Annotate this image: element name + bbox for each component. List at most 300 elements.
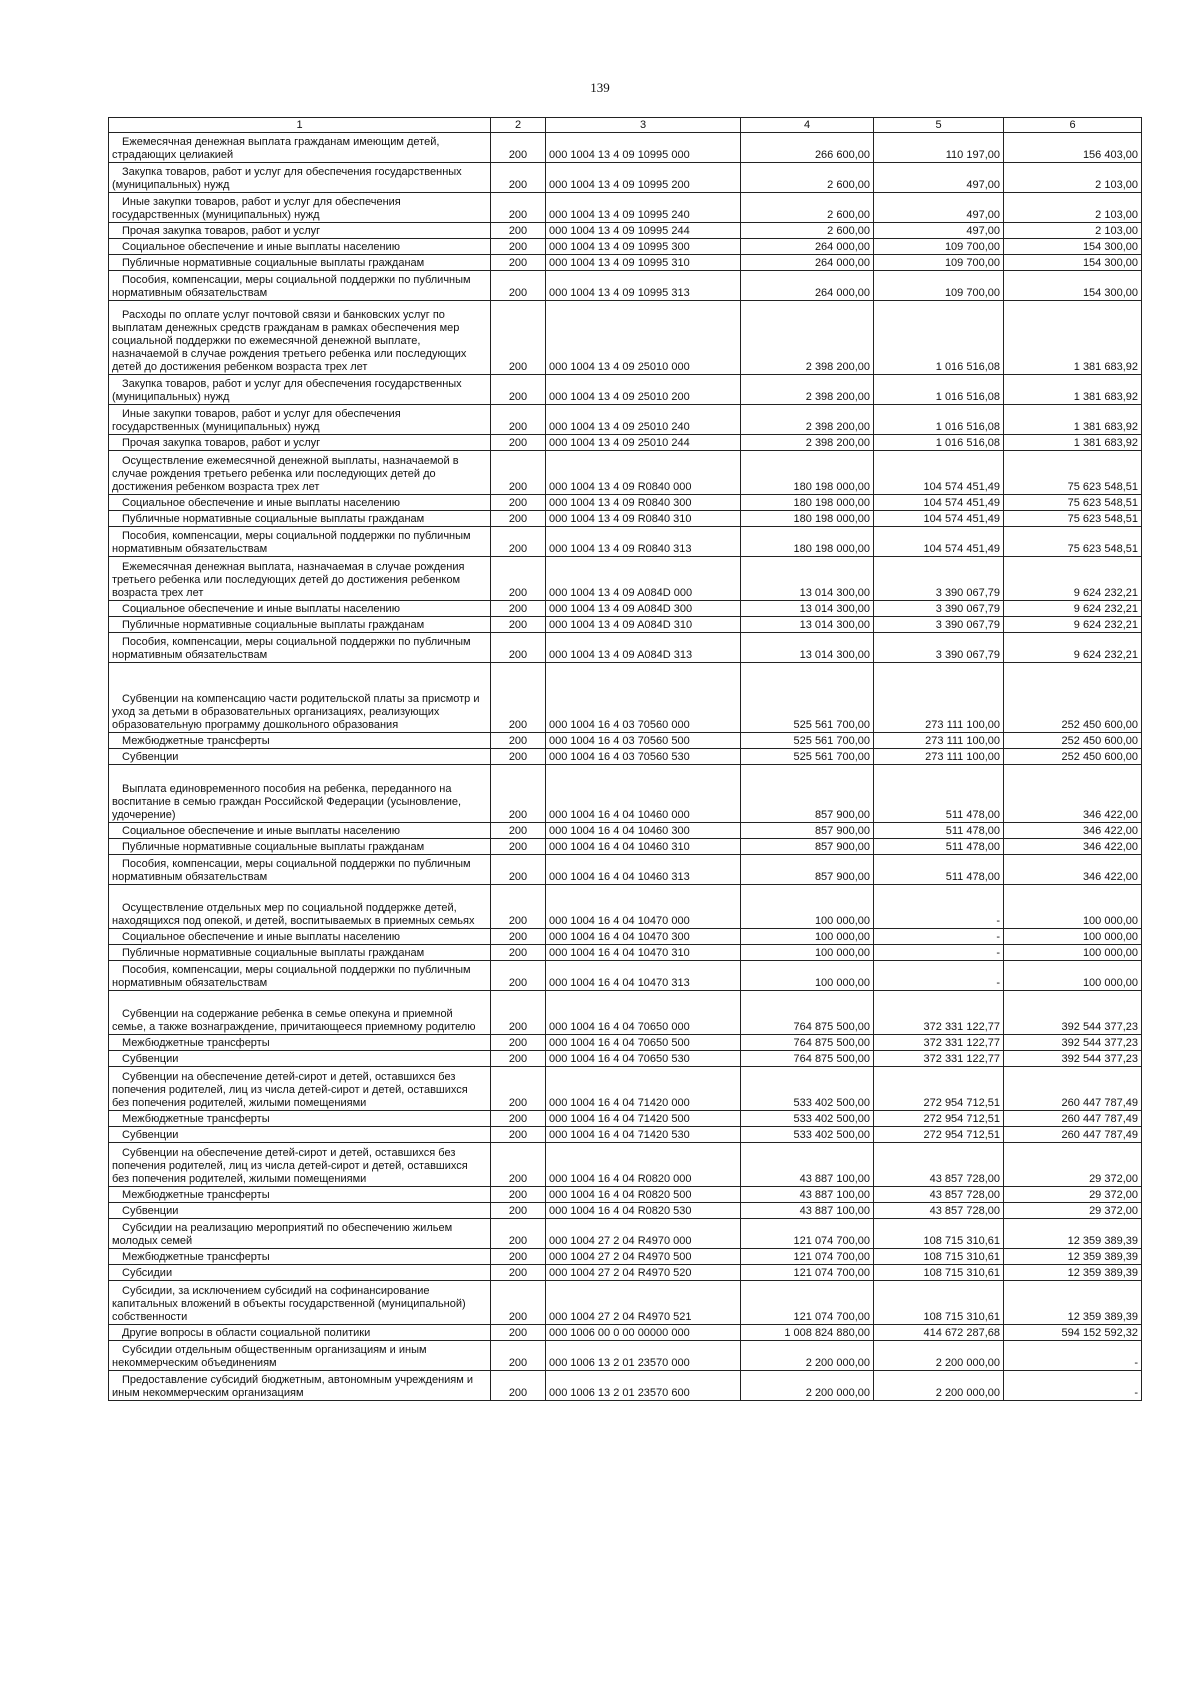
row-approved-cell: 180 198 000,00	[741, 451, 874, 495]
header-row	[109, 118, 1142, 133]
row-budget-code-cell: 000 1004 13 4 09 A084D 000	[546, 557, 741, 601]
row-budget-code-cell: 000 1004 13 4 09 A084D 300	[546, 601, 741, 617]
row-admin-code-cell: 200	[491, 1187, 546, 1203]
row-budget-code-cell: 000 1004 16 4 04 10460 300	[546, 823, 741, 839]
table-row	[109, 749, 1142, 765]
row-admin-code-cell: 200	[491, 1127, 546, 1143]
row-unexecuted-cell: 75 623 548,51	[1004, 511, 1142, 527]
row-budget-code-cell: 000 1004 13 4 09 R0840 313	[546, 527, 741, 557]
row-admin-code-cell: 200	[491, 405, 546, 435]
row-admin-code-cell: 200	[491, 223, 546, 239]
row-unexecuted-cell: 346 422,00	[1004, 823, 1142, 839]
table-row	[109, 375, 1142, 405]
row-executed-cell: 497,00	[874, 163, 1004, 193]
row-executed-cell: 108 715 310,61	[874, 1265, 1004, 1281]
row-budget-code-cell: 000 1004 13 4 09 A084D 313	[546, 633, 741, 663]
row-unexecuted-cell: 1 381 683,92	[1004, 405, 1142, 435]
row-name-cell: Межбюджетные трансферты	[109, 1035, 491, 1051]
row-name-cell: Публичные нормативные социальные выплаты гражданам	[109, 617, 491, 633]
header-col-name: 1	[109, 118, 491, 133]
row-executed-cell: 372 331 122,77	[874, 1051, 1004, 1067]
table-row	[109, 617, 1142, 633]
row-unexecuted-cell: 2 103,00	[1004, 163, 1142, 193]
row-approved-cell: 857 900,00	[741, 823, 874, 839]
row-admin-code-cell: 200	[491, 1219, 546, 1249]
row-name-cell: Социальное обеспечение и иные выплаты населению	[109, 929, 491, 945]
row-budget-code-cell: 000 1004 13 4 09 R0840 300	[546, 495, 741, 511]
row-budget-code-cell: 000 1004 16 4 03 70560 500	[546, 733, 741, 749]
row-executed-cell: 273 111 100,00	[874, 749, 1004, 765]
row-executed-cell: 511 478,00	[874, 839, 1004, 855]
row-unexecuted-cell: 156 403,00	[1004, 133, 1142, 163]
row-unexecuted-cell: 392 544 377,23	[1004, 1035, 1142, 1051]
row-unexecuted-cell: 75 623 548,51	[1004, 451, 1142, 495]
row-name-cell: Субвенции на содержание ребенка в семье опекуна и приемной семье, а также вознаграждение, причитающееся приемному родителю	[109, 991, 491, 1035]
row-unexecuted-cell: 75 623 548,51	[1004, 495, 1142, 511]
row-approved-cell: 180 198 000,00	[741, 495, 874, 511]
row-admin-code-cell: 200	[491, 239, 546, 255]
row-approved-cell: 264 000,00	[741, 271, 874, 301]
row-name-cell: Межбюджетные трансферты	[109, 1249, 491, 1265]
row-budget-code-cell: 000 1004 16 4 04 71420 530	[546, 1127, 741, 1143]
row-name-cell: Закупка товаров, работ и услуг для обеспечения государственных (муниципальных) нужд	[109, 163, 491, 193]
row-unexecuted-cell: 154 300,00	[1004, 255, 1142, 271]
row-name-cell: Публичные нормативные социальные выплаты гражданам	[109, 839, 491, 855]
table-row	[109, 663, 1142, 733]
row-budget-code-cell: 000 1004 16 4 04 10460 000	[546, 765, 741, 823]
row-unexecuted-cell: 392 544 377,23	[1004, 991, 1142, 1035]
row-approved-cell: 1 008 824 880,00	[741, 1325, 874, 1341]
row-unexecuted-cell: 75 623 548,51	[1004, 527, 1142, 557]
row-executed-cell: 272 954 712,51	[874, 1127, 1004, 1143]
row-admin-code-cell: 200	[491, 451, 546, 495]
row-approved-cell: 13 014 300,00	[741, 601, 874, 617]
row-approved-cell: 100 000,00	[741, 885, 874, 929]
table-row	[109, 1187, 1142, 1203]
row-executed-cell: 2 200 000,00	[874, 1341, 1004, 1371]
row-executed-cell: 109 700,00	[874, 255, 1004, 271]
table-row	[109, 1325, 1142, 1341]
row-approved-cell: 2 200 000,00	[741, 1341, 874, 1371]
row-budget-code-cell: 000 1004 16 4 04 10460 310	[546, 839, 741, 855]
row-budget-code-cell: 000 1004 13 4 09 A084D 310	[546, 617, 741, 633]
row-executed-cell: 372 331 122,77	[874, 991, 1004, 1035]
row-admin-code-cell: 200	[491, 1035, 546, 1051]
row-budget-code-cell: 000 1004 27 2 04 R4970 000	[546, 1219, 741, 1249]
row-name-cell: Межбюджетные трансферты	[109, 733, 491, 749]
row-executed-cell: 272 954 712,51	[874, 1111, 1004, 1127]
row-approved-cell: 525 561 700,00	[741, 663, 874, 733]
table-row	[109, 255, 1142, 271]
row-name-cell: Публичные нормативные социальные выплаты гражданам	[109, 945, 491, 961]
row-name-cell: Выплата единовременного пособия на ребенка, переданного на воспитание в семью граждан Российской Федерации (усыновление, удочерение)	[109, 765, 491, 823]
row-admin-code-cell: 200	[491, 601, 546, 617]
row-name-cell: Субсидии	[109, 1265, 491, 1281]
row-approved-cell: 533 402 500,00	[741, 1127, 874, 1143]
row-admin-code-cell: 200	[491, 271, 546, 301]
row-unexecuted-cell: 346 422,00	[1004, 855, 1142, 885]
header-col-executed: 5	[874, 118, 1004, 133]
row-unexecuted-cell: 9 624 232,21	[1004, 601, 1142, 617]
row-budget-code-cell: 000 1004 16 4 04 10470 300	[546, 929, 741, 945]
header-col-approved: 4	[741, 118, 874, 133]
row-name-cell: Социальное обеспечение и иные выплаты населению	[109, 601, 491, 617]
row-executed-cell: -	[874, 945, 1004, 961]
row-unexecuted-cell: 9 624 232,21	[1004, 633, 1142, 663]
table-row	[109, 163, 1142, 193]
row-unexecuted-cell: 100 000,00	[1004, 961, 1142, 991]
table-row	[109, 1341, 1142, 1371]
row-executed-cell: 3 390 067,79	[874, 601, 1004, 617]
row-unexecuted-cell: 1 381 683,92	[1004, 435, 1142, 451]
row-budget-code-cell: 000 1004 13 4 09 10995 200	[546, 163, 741, 193]
row-approved-cell: 525 561 700,00	[741, 733, 874, 749]
row-name-cell: Ежемесячная денежная выплата, назначаемая в случае рождения третьего ребенка или последующих детей до достижения ребенком возраста трех лет	[109, 557, 491, 601]
table-row	[109, 1067, 1142, 1111]
row-budget-code-cell: 000 1004 27 2 04 R4970 520	[546, 1265, 741, 1281]
row-unexecuted-cell: 100 000,00	[1004, 945, 1142, 961]
row-admin-code-cell: 200	[491, 1051, 546, 1067]
row-approved-cell: 764 875 500,00	[741, 1051, 874, 1067]
row-budget-code-cell: 000 1004 16 4 04 R0820 530	[546, 1203, 741, 1219]
row-admin-code-cell: 200	[491, 557, 546, 601]
row-executed-cell: 108 715 310,61	[874, 1281, 1004, 1325]
row-name-cell: Субвенции	[109, 749, 491, 765]
row-executed-cell: -	[874, 885, 1004, 929]
row-name-cell: Субсидии, за исключением субсидий на софинансирование капитальных вложений в объекты государственной (муниципальной) собственности	[109, 1281, 491, 1325]
row-unexecuted-cell: 252 450 600,00	[1004, 749, 1142, 765]
header-col-admin: 2	[491, 118, 546, 133]
row-budget-code-cell: 000 1004 16 4 04 70650 530	[546, 1051, 741, 1067]
row-name-cell: Прочая закупка товаров, работ и услуг	[109, 435, 491, 451]
row-admin-code-cell: 200	[491, 733, 546, 749]
row-executed-cell: 104 574 451,49	[874, 495, 1004, 511]
row-budget-code-cell: 000 1004 13 4 09 R0840 310	[546, 511, 741, 527]
row-unexecuted-cell: 12 359 389,39	[1004, 1249, 1142, 1265]
row-unexecuted-cell: 100 000,00	[1004, 885, 1142, 929]
row-name-cell: Предоставление субсидий бюджетным, автономным учреждениям и иным некоммерческим организациям	[109, 1371, 491, 1401]
row-admin-code-cell: 200	[491, 1143, 546, 1187]
table-row	[109, 451, 1142, 495]
row-approved-cell: 13 014 300,00	[741, 633, 874, 663]
row-unexecuted-cell: 1 381 683,92	[1004, 301, 1142, 375]
row-executed-cell: 511 478,00	[874, 855, 1004, 885]
row-budget-code-cell: 000 1006 00 0 00 00000 000	[546, 1325, 741, 1341]
row-approved-cell: 2 398 200,00	[741, 435, 874, 451]
row-unexecuted-cell: 100 000,00	[1004, 929, 1142, 945]
row-name-cell: Закупка товаров, работ и услуг для обеспечения государственных (муниципальных) нужд	[109, 375, 491, 405]
row-approved-cell: 43 887 100,00	[741, 1187, 874, 1203]
row-approved-cell: 100 000,00	[741, 961, 874, 991]
row-name-cell: Социальное обеспечение и иные выплаты населению	[109, 823, 491, 839]
row-approved-cell: 13 014 300,00	[741, 617, 874, 633]
row-approved-cell: 13 014 300,00	[741, 557, 874, 601]
row-unexecuted-cell: 1 381 683,92	[1004, 375, 1142, 405]
row-budget-code-cell: 000 1004 13 4 09 10995 300	[546, 239, 741, 255]
row-budget-code-cell: 000 1004 27 2 04 R4970 500	[546, 1249, 741, 1265]
row-approved-cell: 525 561 700,00	[741, 749, 874, 765]
table-row	[109, 839, 1142, 855]
row-budget-code-cell: 000 1004 16 4 04 70650 500	[546, 1035, 741, 1051]
row-executed-cell: 104 574 451,49	[874, 527, 1004, 557]
row-unexecuted-cell: 252 450 600,00	[1004, 733, 1142, 749]
row-approved-cell: 2 200 000,00	[741, 1371, 874, 1401]
row-budget-code-cell: 000 1004 13 4 09 10995 244	[546, 223, 741, 239]
row-approved-cell: 857 900,00	[741, 855, 874, 885]
row-executed-cell: 273 111 100,00	[874, 663, 1004, 733]
row-name-cell: Иные закупки товаров, работ и услуг для обеспечения государственных (муниципальных) нужд	[109, 193, 491, 223]
row-admin-code-cell: 200	[491, 765, 546, 823]
row-unexecuted-cell: 29 372,00	[1004, 1143, 1142, 1187]
row-name-cell: Социальное обеспечение и иные выплаты населению	[109, 495, 491, 511]
table-row	[109, 1203, 1142, 1219]
row-admin-code-cell: 200	[491, 255, 546, 271]
row-budget-code-cell: 000 1004 16 4 04 10470 313	[546, 961, 741, 991]
row-admin-code-cell: 200	[491, 663, 546, 733]
row-admin-code-cell: 200	[491, 991, 546, 1035]
row-name-cell: Иные закупки товаров, работ и услуг для обеспечения государственных (муниципальных) нужд	[109, 405, 491, 435]
row-executed-cell: 511 478,00	[874, 765, 1004, 823]
row-name-cell: Межбюджетные трансферты	[109, 1187, 491, 1203]
row-budget-code-cell: 000 1004 16 4 04 10460 313	[546, 855, 741, 885]
row-budget-code-cell: 000 1004 13 4 09 25010 244	[546, 435, 741, 451]
row-budget-code-cell: 000 1006 13 2 01 23570 000	[546, 1341, 741, 1371]
row-executed-cell: 1 016 516,08	[874, 405, 1004, 435]
row-unexecuted-cell: 29 372,00	[1004, 1187, 1142, 1203]
row-unexecuted-cell: 9 624 232,21	[1004, 557, 1142, 601]
row-name-cell: Субвенции	[109, 1127, 491, 1143]
row-executed-cell: 43 857 728,00	[874, 1143, 1004, 1187]
row-approved-cell: 764 875 500,00	[741, 991, 874, 1035]
row-unexecuted-cell: 9 624 232,21	[1004, 617, 1142, 633]
row-budget-code-cell: 000 1004 13 4 09 25010 240	[546, 405, 741, 435]
row-unexecuted-cell: 594 152 592,32	[1004, 1325, 1142, 1341]
row-approved-cell: 100 000,00	[741, 945, 874, 961]
table-row	[109, 1051, 1142, 1067]
table-row	[109, 511, 1142, 527]
row-unexecuted-cell: 346 422,00	[1004, 765, 1142, 823]
row-name-cell: Пособия, компенсации, меры социальной поддержки по публичным нормативным обязательствам	[109, 961, 491, 991]
row-admin-code-cell: 200	[491, 527, 546, 557]
row-executed-cell: 108 715 310,61	[874, 1249, 1004, 1265]
table-row	[109, 495, 1142, 511]
row-admin-code-cell: 200	[491, 1067, 546, 1111]
table-row	[109, 945, 1142, 961]
row-executed-cell: -	[874, 929, 1004, 945]
row-budget-code-cell: 000 1004 16 4 04 71420 000	[546, 1067, 741, 1111]
row-executed-cell: -	[874, 961, 1004, 991]
row-approved-cell: 2 600,00	[741, 193, 874, 223]
row-admin-code-cell: 200	[491, 633, 546, 663]
row-approved-cell: 43 887 100,00	[741, 1203, 874, 1219]
row-unexecuted-cell: 252 450 600,00	[1004, 663, 1142, 733]
row-approved-cell: 264 000,00	[741, 239, 874, 255]
header-col-unexecuted: 6	[1004, 118, 1142, 133]
row-name-cell: Пособия, компенсации, меры социальной поддержки по публичным нормативным обязательствам	[109, 855, 491, 885]
row-admin-code-cell: 200	[491, 1203, 546, 1219]
row-approved-cell: 2 398 200,00	[741, 375, 874, 405]
row-name-cell: Прочая закупка товаров, работ и услуг	[109, 223, 491, 239]
row-name-cell: Межбюджетные трансферты	[109, 1111, 491, 1127]
table-row	[109, 405, 1142, 435]
table-row	[109, 271, 1142, 301]
header-col-code: 3	[546, 118, 741, 133]
row-budget-code-cell: 000 1004 16 4 04 10470 000	[546, 885, 741, 929]
row-admin-code-cell: 200	[491, 301, 546, 375]
row-budget-code-cell: 000 1004 16 4 03 70560 530	[546, 749, 741, 765]
row-budget-code-cell: 000 1004 13 4 09 10995 000	[546, 133, 741, 163]
row-unexecuted-cell: 154 300,00	[1004, 239, 1142, 255]
row-unexecuted-cell: 12 359 389,39	[1004, 1265, 1142, 1281]
row-approved-cell: 100 000,00	[741, 929, 874, 945]
row-admin-code-cell: 200	[491, 435, 546, 451]
row-name-cell: Социальное обеспечение и иные выплаты населению	[109, 239, 491, 255]
row-budget-code-cell: 000 1004 27 2 04 R4970 521	[546, 1281, 741, 1325]
row-admin-code-cell: 200	[491, 1281, 546, 1325]
row-executed-cell: 272 954 712,51	[874, 1067, 1004, 1111]
row-approved-cell: 857 900,00	[741, 839, 874, 855]
row-executed-cell: 3 390 067,79	[874, 617, 1004, 633]
row-admin-code-cell: 200	[491, 1371, 546, 1401]
row-name-cell: Субвенции на обеспечение детей-сирот и детей, оставшихся без попечения родителей, лиц из числа детей-сирот и детей, оставшихся без попечения родителей, жилыми помещениями	[109, 1143, 491, 1187]
table-row	[109, 823, 1142, 839]
row-approved-cell: 2 398 200,00	[741, 405, 874, 435]
table-row	[109, 765, 1142, 823]
row-name-cell: Субсидии отдельным общественным организациям и иным некоммерческим объединениям	[109, 1341, 491, 1371]
row-budget-code-cell: 000 1006 13 2 01 23570 600	[546, 1371, 741, 1401]
row-approved-cell: 266 600,00	[741, 133, 874, 163]
row-budget-code-cell: 000 1004 16 4 04 70650 000	[546, 991, 741, 1035]
row-admin-code-cell: 200	[491, 1249, 546, 1265]
row-approved-cell: 764 875 500,00	[741, 1035, 874, 1051]
row-executed-cell: 2 200 000,00	[874, 1371, 1004, 1401]
row-name-cell: Осуществление отдельных мер по социальной поддержке детей, находящихся под опекой, и детей, воспитываемых в приемных семьях	[109, 885, 491, 929]
row-executed-cell: 104 574 451,49	[874, 451, 1004, 495]
row-executed-cell: 43 857 728,00	[874, 1187, 1004, 1203]
row-name-cell: Расходы по оплате услуг почтовой связи и банковских услуг по выплатам денежных средств гражданам в рамках обеспечения мер социальной поддержки по ежемесячной денежной выплате, назначаемой в случае рождения третьего ребенка или последующих детей до достижения ребенком возраста трех лет	[109, 301, 491, 375]
row-executed-cell: 511 478,00	[874, 823, 1004, 839]
row-budget-code-cell: 000 1004 16 4 04 R0820 500	[546, 1187, 741, 1203]
row-approved-cell: 180 198 000,00	[741, 527, 874, 557]
budget-execution-table	[108, 117, 1142, 1401]
row-approved-cell: 2 600,00	[741, 163, 874, 193]
row-name-cell: Осуществление ежемесячной денежной выплаты, назначаемой в случае рождения третьего ребенка или последующих детей до достижения ребенком возраста трех лет	[109, 451, 491, 495]
row-name-cell: Субвенции	[109, 1203, 491, 1219]
page-number: 139	[590, 80, 610, 95]
row-executed-cell: 372 331 122,77	[874, 1035, 1004, 1051]
table-row	[109, 1249, 1142, 1265]
row-admin-code-cell: 200	[491, 163, 546, 193]
row-approved-cell: 533 402 500,00	[741, 1111, 874, 1127]
row-name-cell: Пособия, компенсации, меры социальной поддержки по публичным нормативным обязательствам	[109, 527, 491, 557]
row-unexecuted-cell: 2 103,00	[1004, 223, 1142, 239]
row-executed-cell: 3 390 067,79	[874, 633, 1004, 663]
row-executed-cell: 3 390 067,79	[874, 557, 1004, 601]
row-name-cell: Публичные нормативные социальные выплаты гражданам	[109, 255, 491, 271]
row-admin-code-cell: 200	[491, 1265, 546, 1281]
row-admin-code-cell: 200	[491, 823, 546, 839]
row-approved-cell: 2 398 200,00	[741, 301, 874, 375]
table-row	[109, 929, 1142, 945]
table-row	[109, 1035, 1142, 1051]
row-budget-code-cell: 000 1004 13 4 09 10995 313	[546, 271, 741, 301]
row-name-cell: Другие вопросы в области социальной политики	[109, 1325, 491, 1341]
table-row	[109, 193, 1142, 223]
row-unexecuted-cell: 392 544 377,23	[1004, 1051, 1142, 1067]
row-approved-cell: 121 074 700,00	[741, 1249, 874, 1265]
table-row	[109, 733, 1142, 749]
row-unexecuted-cell: 260 447 787,49	[1004, 1127, 1142, 1143]
row-admin-code-cell: 200	[491, 961, 546, 991]
table-row	[109, 1111, 1142, 1127]
table-row	[109, 527, 1142, 557]
table-row	[109, 223, 1142, 239]
row-approved-cell: 121 074 700,00	[741, 1219, 874, 1249]
row-budget-code-cell: 000 1004 13 4 09 25010 200	[546, 375, 741, 405]
row-name-cell: Субвенции на компенсацию части родительской платы за присмотр и уход за детьми в образовательных организациях, реализующих образовательную программу дошкольного образования	[109, 663, 491, 733]
row-executed-cell: 497,00	[874, 223, 1004, 239]
table-row	[109, 557, 1142, 601]
table-row	[109, 885, 1142, 929]
row-executed-cell: 1 016 516,08	[874, 435, 1004, 451]
row-executed-cell: 414 672 287,68	[874, 1325, 1004, 1341]
row-approved-cell: 180 198 000,00	[741, 511, 874, 527]
row-admin-code-cell: 200	[491, 749, 546, 765]
row-admin-code-cell: 200	[491, 511, 546, 527]
row-executed-cell: 273 111 100,00	[874, 733, 1004, 749]
row-executed-cell: 104 574 451,49	[874, 511, 1004, 527]
row-admin-code-cell: 200	[491, 855, 546, 885]
row-admin-code-cell: 200	[491, 945, 546, 961]
row-executed-cell: 497,00	[874, 193, 1004, 223]
row-approved-cell: 857 900,00	[741, 765, 874, 823]
table-row	[109, 961, 1142, 991]
table-row	[109, 435, 1142, 451]
row-name-cell: Ежемесячная денежная выплата гражданам имеющим детей, страдающих целиакией	[109, 133, 491, 163]
row-budget-code-cell: 000 1004 13 4 09 10995 240	[546, 193, 741, 223]
row-admin-code-cell: 200	[491, 495, 546, 511]
row-executed-cell: 109 700,00	[874, 239, 1004, 255]
table-row	[109, 1127, 1142, 1143]
table-row	[109, 239, 1142, 255]
row-unexecuted-cell: 12 359 389,39	[1004, 1219, 1142, 1249]
table-row	[109, 1143, 1142, 1187]
row-admin-code-cell: 200	[491, 133, 546, 163]
row-approved-cell: 121 074 700,00	[741, 1281, 874, 1325]
row-approved-cell: 121 074 700,00	[741, 1265, 874, 1281]
row-admin-code-cell: 200	[491, 885, 546, 929]
row-budget-code-cell: 000 1004 13 4 09 10995 310	[546, 255, 741, 271]
row-name-cell: Пособия, компенсации, меры социальной поддержки по публичным нормативным обязательствам	[109, 271, 491, 301]
table-row	[109, 855, 1142, 885]
row-executed-cell: 43 857 728,00	[874, 1203, 1004, 1219]
table-row	[109, 1265, 1142, 1281]
row-unexecuted-cell: -	[1004, 1341, 1142, 1371]
row-unexecuted-cell: -	[1004, 1371, 1142, 1401]
table-row	[109, 133, 1142, 163]
row-budget-code-cell: 000 1004 16 4 04 R0820 000	[546, 1143, 741, 1187]
row-admin-code-cell: 200	[491, 839, 546, 855]
row-executed-cell: 110 197,00	[874, 133, 1004, 163]
row-unexecuted-cell: 260 447 787,49	[1004, 1067, 1142, 1111]
row-unexecuted-cell: 260 447 787,49	[1004, 1111, 1142, 1127]
row-approved-cell: 2 600,00	[741, 223, 874, 239]
row-unexecuted-cell: 29 372,00	[1004, 1203, 1142, 1219]
row-budget-code-cell: 000 1004 16 4 03 70560 000	[546, 663, 741, 733]
row-unexecuted-cell: 12 359 389,39	[1004, 1281, 1142, 1325]
table-row	[109, 633, 1142, 663]
row-admin-code-cell: 200	[491, 193, 546, 223]
